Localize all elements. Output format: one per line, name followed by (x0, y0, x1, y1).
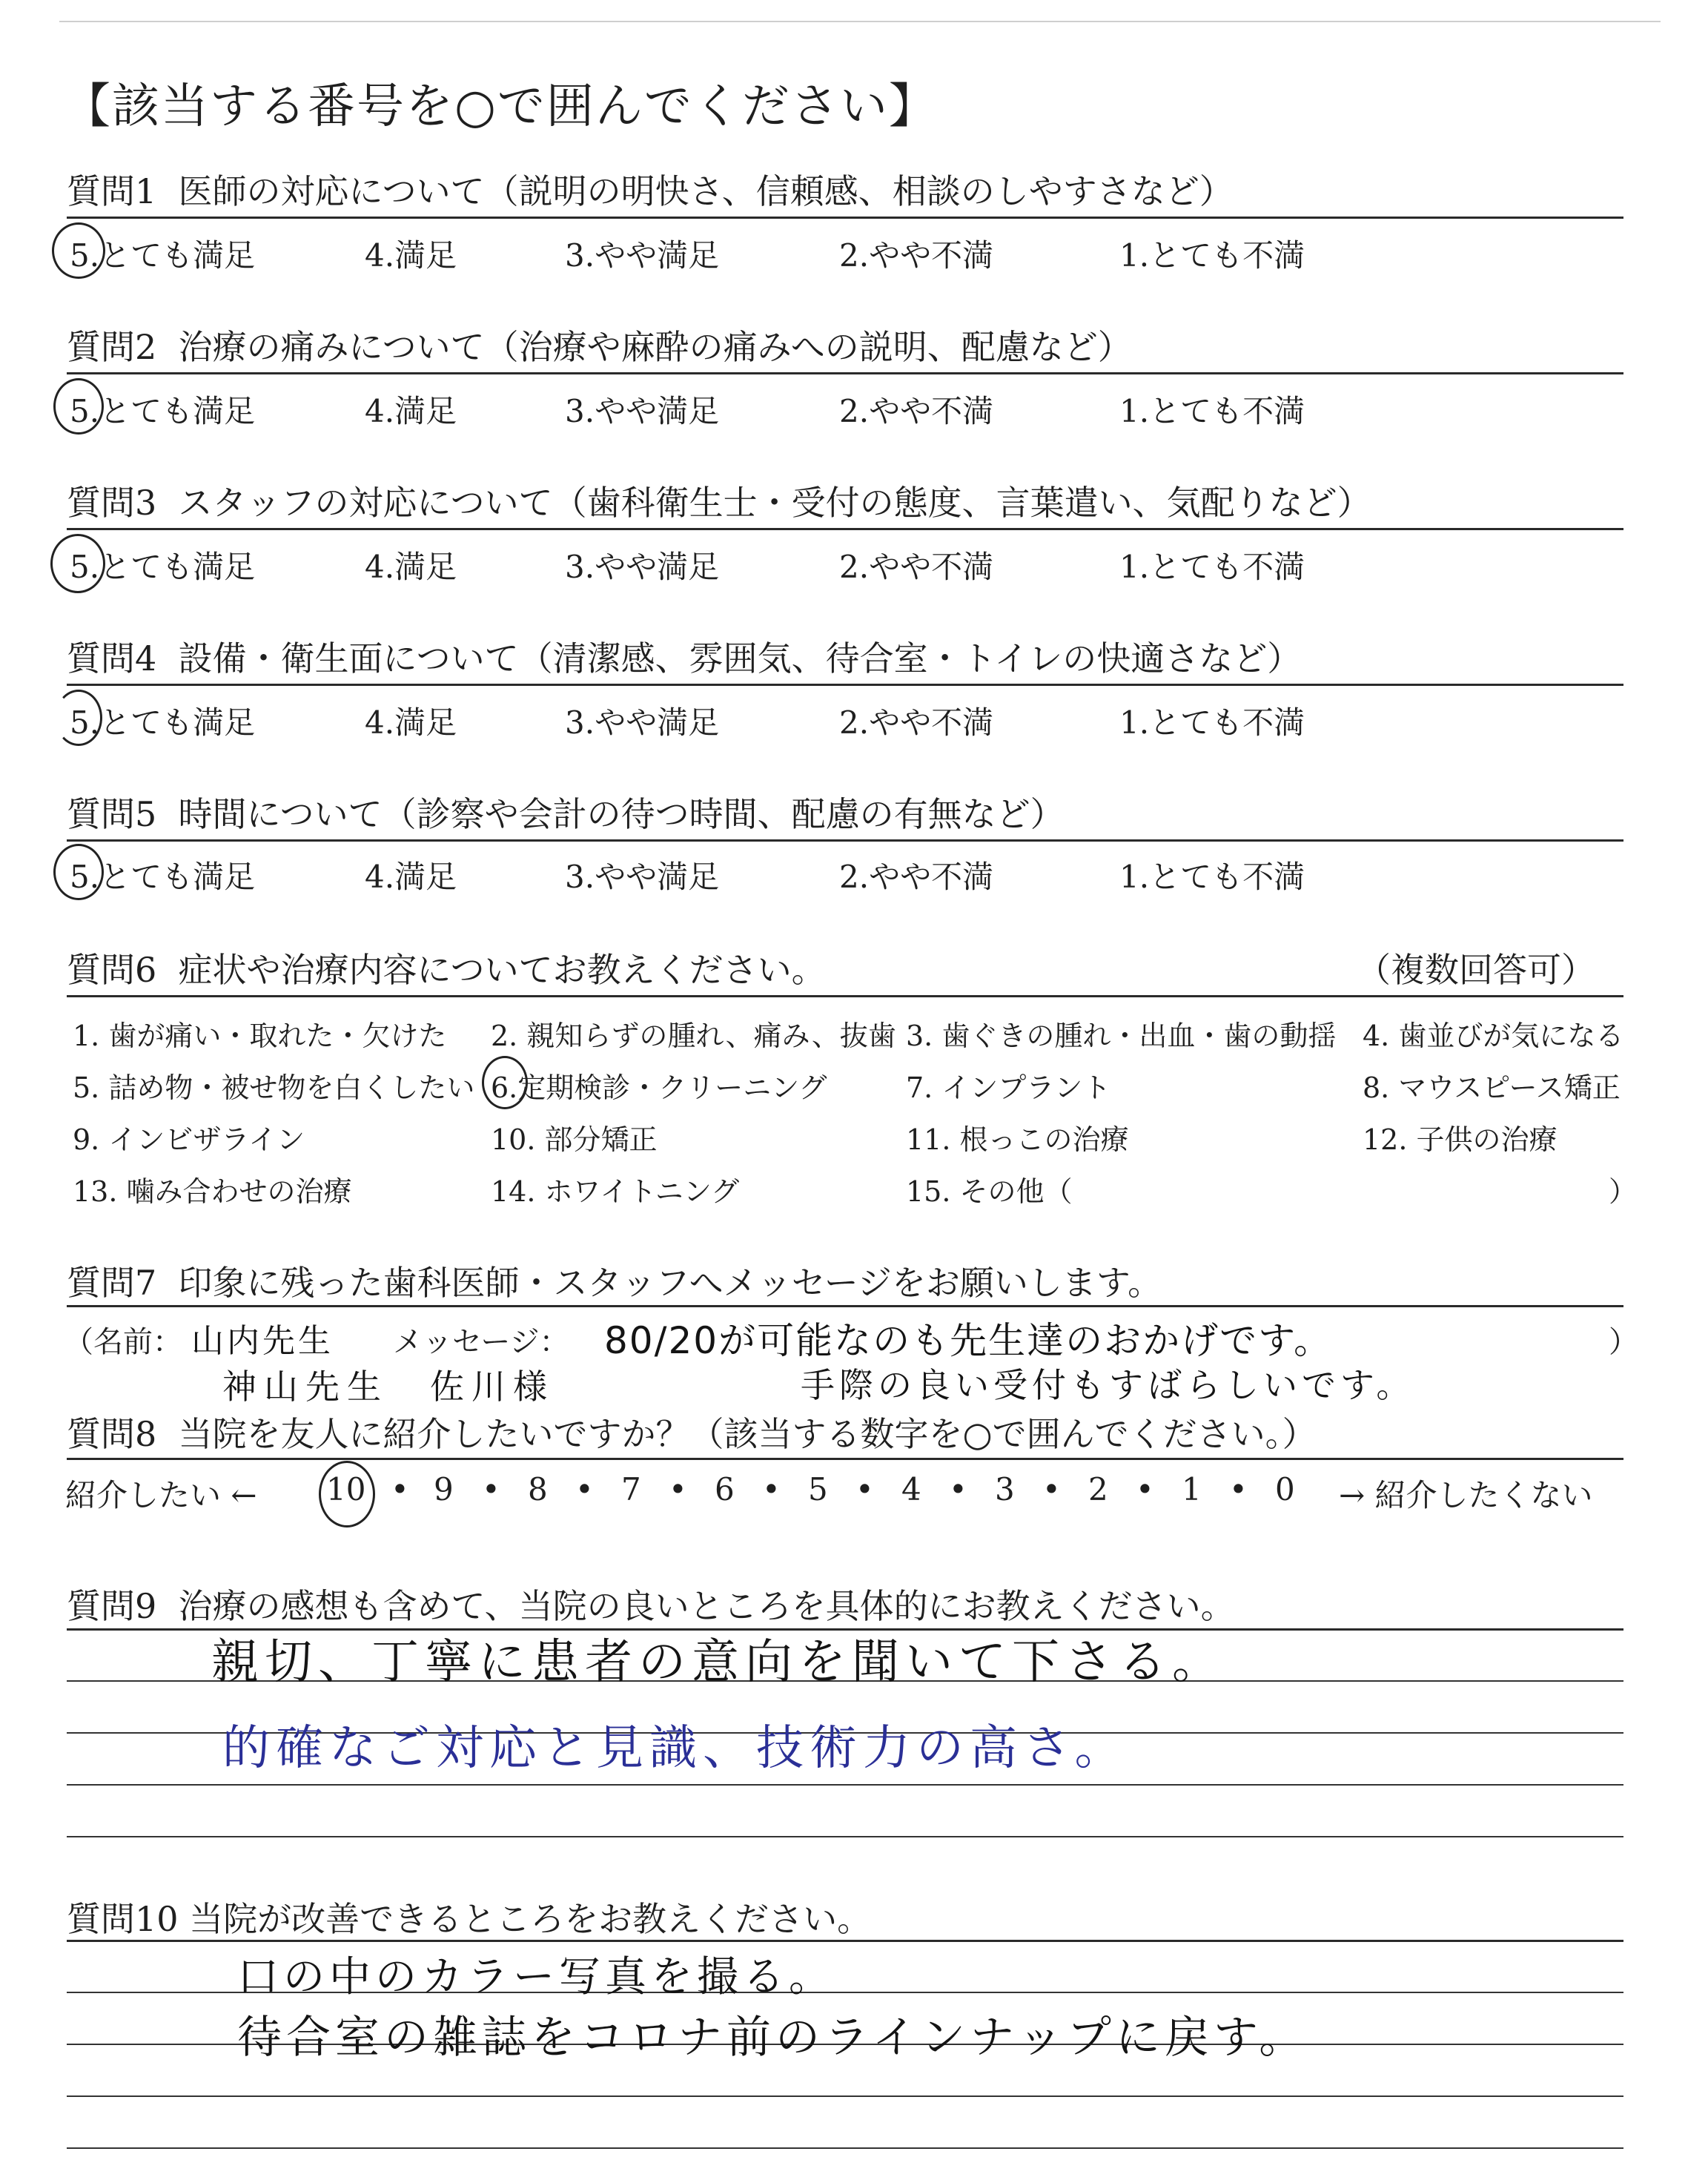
scan-top-edge (59, 21, 1661, 22)
handwritten-answer-line-1: 口の中のカラー写真を撮る。 (237, 1953, 835, 2001)
question-label: 質問8 (67, 1414, 157, 1454)
q6-option-10[interactable]: 10. 部分矯正 (491, 1123, 658, 1156)
option-5[interactable]: 5.とても満足 (70, 549, 256, 585)
score-8[interactable]: 8 (528, 1471, 548, 1507)
question-label: 質問10 (67, 1899, 179, 1939)
question-label: 質問5 (67, 794, 157, 834)
answer-line (67, 1784, 1623, 1786)
q6-option-15[interactable]: 15. その他（ (906, 1175, 1073, 1208)
score-separator: • (1229, 1471, 1248, 1507)
option-4[interactable]: 4.満足 (365, 549, 457, 585)
score-separator: • (482, 1471, 500, 1507)
option-4[interactable]: 4.満足 (365, 237, 457, 274)
close-paren: ） (1609, 1325, 1638, 1359)
score-0[interactable]: 0 (1275, 1471, 1295, 1507)
score-separator: • (1136, 1471, 1154, 1507)
q6-option-1[interactable]: 1. 歯が痛い・取れた・欠けた (73, 1020, 447, 1052)
option-1[interactable]: 1.とても不満 (1119, 237, 1305, 274)
score-separator: • (949, 1471, 967, 1507)
multiple-answer-note: （複数回答可） (1357, 950, 1595, 990)
question-text: 医師の対応について（説明の明快さ、信頼感、相談のしやすさなど） (178, 171, 1234, 211)
option-3[interactable]: 3.やや満足 (565, 393, 720, 429)
selection-circle (53, 844, 104, 900)
divider (67, 217, 1623, 219)
answer-line (67, 2095, 1623, 2097)
option-2[interactable]: 2.やや不満 (839, 704, 994, 741)
score-separator: • (669, 1471, 687, 1507)
divider (67, 839, 1623, 842)
option-4[interactable]: 4.満足 (365, 704, 457, 741)
question-text: 時間について（診察や会計の待つ時間、配慮の有無など） (178, 794, 1065, 834)
q6-option-9[interactable]: 9. インビザライン (73, 1123, 305, 1156)
option-2[interactable]: 2.やや不満 (839, 237, 994, 274)
selection-circle (53, 378, 104, 435)
score-separator: • (1042, 1471, 1061, 1507)
question-text: 印象に残った歯科医師・スタッフへメッセージをお願いします。 (178, 1263, 1162, 1303)
recommend-right-label: → 紹介したくない (1339, 1477, 1593, 1513)
divider (67, 372, 1623, 374)
score-separator: • (391, 1471, 409, 1507)
selection-circle (482, 1056, 528, 1109)
score-4[interactable]: 4 (901, 1471, 921, 1507)
option-3[interactable]: 3.やや満足 (565, 859, 720, 895)
handwritten-answer-line-2: 的確なご対応と見識、技術力の高さ。 (222, 1721, 1128, 1776)
divider (67, 1940, 1623, 1942)
q6-option-8[interactable]: 8. マウスピース矯正 (1363, 1071, 1621, 1104)
score-separator: • (762, 1471, 781, 1507)
option-5[interactable]: 5.とても満足 (70, 393, 256, 429)
selection-circle (55, 690, 102, 746)
name-label: （名前： (64, 1325, 182, 1359)
question-label: 質問9 (67, 1586, 157, 1626)
option-2[interactable]: 2.やや不満 (839, 859, 994, 895)
handwritten-message-2: 手際の良い受付もすばらしいです。 (801, 1365, 1415, 1405)
handwritten-answer-line-1: 親切、丁寧に患者の意向を聞いて下さる。 (211, 1635, 1225, 1690)
score-9[interactable]: 9 (434, 1471, 454, 1507)
message-label: メッセージ： (393, 1325, 569, 1359)
option-1[interactable]: 1.とても不満 (1119, 393, 1305, 429)
option-3[interactable]: 3.やや満足 (565, 237, 720, 274)
handwritten-message-1: 80/20が可能なのも先生達のおかげです。 (604, 1319, 1333, 1362)
question-text: 治療の感想も含めて、当院の良いところを具体的にお教えください。 (178, 1586, 1235, 1626)
option-3[interactable]: 3.やや満足 (565, 549, 720, 585)
score-6[interactable]: 6 (715, 1471, 735, 1507)
option-3[interactable]: 3.やや満足 (565, 704, 720, 741)
q6-option-13[interactable]: 13. 噛み合わせの治療 (73, 1175, 352, 1208)
q6-option-6[interactable]: 6.定期検診・クリーニング (491, 1071, 827, 1104)
question-text: 当院を友人に紹介したいですか？（該当する数字を○で囲んでください。） (178, 1414, 1317, 1454)
recommend-left-label: 紹介したい ← (65, 1477, 257, 1513)
divider (67, 684, 1623, 686)
divider (67, 528, 1623, 530)
q6-option-4[interactable]: 4. 歯並びが気になる (1363, 1020, 1624, 1052)
option-4[interactable]: 4.満足 (365, 859, 457, 895)
option-4[interactable]: 4.満足 (365, 393, 457, 429)
question-label: 質問3 (67, 483, 157, 523)
divider (67, 1305, 1623, 1307)
q6-option-15-close: ） (1609, 1175, 1638, 1208)
q6-option-3[interactable]: 3. 歯ぐきの腫れ・出血・歯の動揺 (906, 1020, 1337, 1052)
score-3[interactable]: 3 (995, 1471, 1015, 1507)
handwritten-name-2: 神山先生 佐川様 (222, 1367, 555, 1407)
option-5[interactable]: 5.とても満足 (70, 859, 256, 895)
question-label: 質問4 (67, 638, 157, 678)
selection-circle (50, 534, 105, 593)
option-1[interactable]: 1.とても不満 (1119, 704, 1305, 741)
question-text: 当院が改善できるところをお教えください。 (189, 1899, 872, 1939)
q6-option-12[interactable]: 12. 子供の治療 (1363, 1123, 1558, 1156)
handwritten-name-1: 山内先生 (191, 1322, 334, 1360)
option-2[interactable]: 2.やや不満 (839, 393, 994, 429)
q6-option-2[interactable]: 2. 親知らずの腫れ、痛み、抜歯 (491, 1020, 896, 1052)
q6-option-5[interactable]: 5. 詰め物・被せ物を白くしたい (73, 1071, 475, 1104)
q6-option-11[interactable]: 11. 根っこの治療 (906, 1123, 1129, 1156)
divider (67, 995, 1623, 997)
divider (67, 1458, 1623, 1460)
option-1[interactable]: 1.とても不満 (1119, 549, 1305, 585)
score-separator: • (575, 1471, 594, 1507)
option-5[interactable]: 5.とても満足 (70, 237, 256, 274)
page-title: 【該当する番号を○で囲んでください】 (63, 79, 938, 134)
score-7[interactable]: 7 (621, 1471, 641, 1507)
option-1[interactable]: 1.とても不満 (1119, 859, 1305, 895)
score-10[interactable]: 10 (326, 1471, 366, 1507)
score-5[interactable]: 5 (808, 1471, 828, 1507)
selection-circle (319, 1461, 375, 1527)
question-label: 質問2 (67, 327, 157, 367)
q6-option-14[interactable]: 14. ホワイトニング (491, 1175, 740, 1208)
option-5[interactable]: 5.とても満足 (70, 704, 256, 741)
score-1[interactable]: 1 (1182, 1471, 1202, 1507)
question-label: 質問7 (67, 1263, 157, 1303)
selection-circle (52, 222, 105, 279)
handwritten-answer-line-2: 待合室の雑誌をコロナ前のラインナップに戻す。 (237, 2012, 1308, 2064)
score-separator: • (855, 1471, 874, 1507)
question-text: 治療の痛みについて（治療や麻酔の痛みへの説明、配慮など） (178, 327, 1132, 367)
question-label: 質問1 (67, 171, 157, 211)
question-text: スタッフの対応について（歯科衛生士・受付の態度、言葉遣い、気配りなど） (178, 483, 1371, 523)
question-text: 症状や治療内容についてお教えください。 (178, 950, 826, 990)
q6-option-7[interactable]: 7. インプラント (906, 1071, 1111, 1104)
option-2[interactable]: 2.やや不満 (839, 549, 994, 585)
answer-line (67, 1836, 1623, 1837)
score-2[interactable]: 2 (1088, 1471, 1108, 1507)
question-label: 質問6 (67, 950, 157, 990)
question-text: 設備・衛生面について（清潔感、雰囲気、待合室・トイレの快適さなど） (178, 638, 1302, 678)
answer-line (67, 2147, 1623, 2149)
